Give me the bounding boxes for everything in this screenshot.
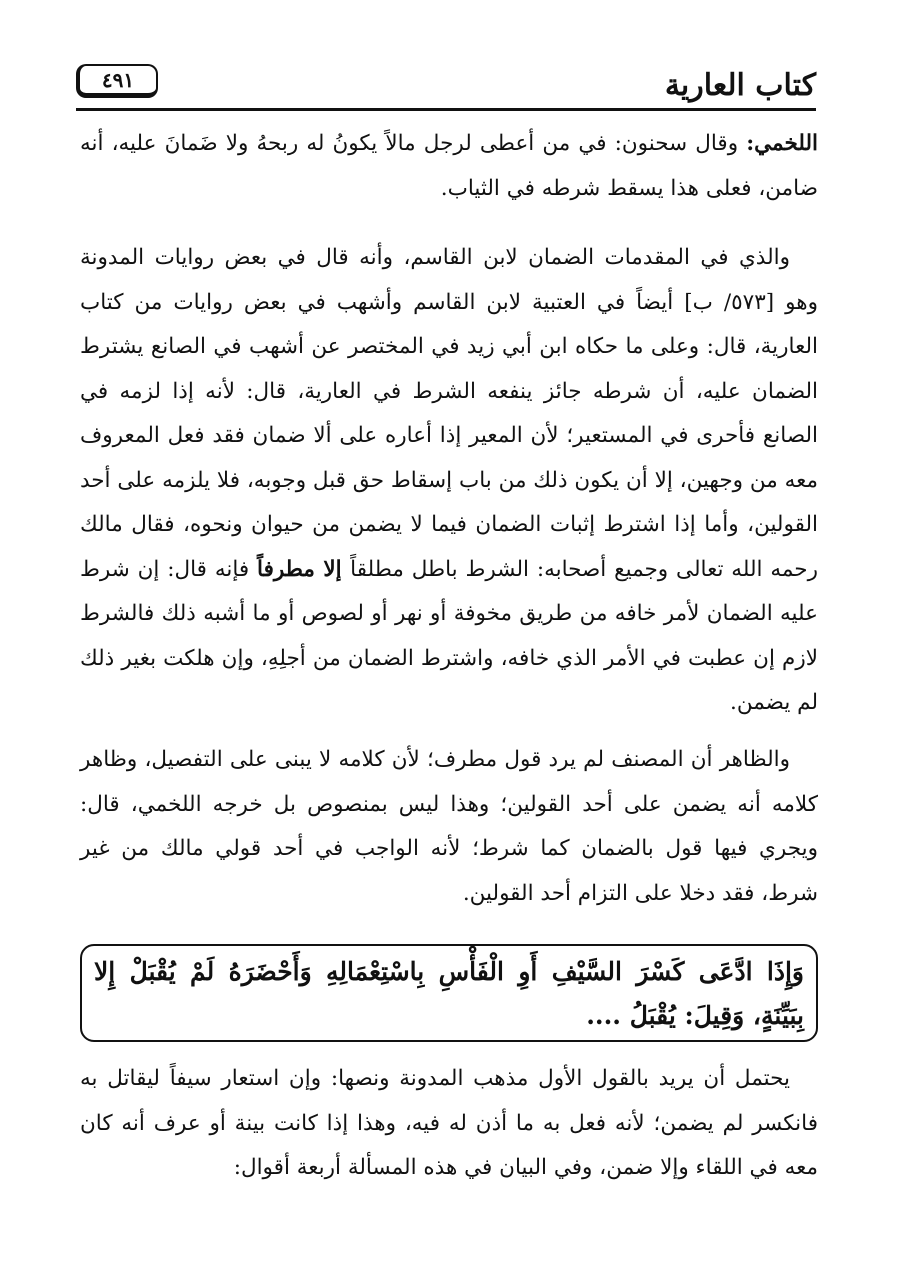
page-number: ٤٩١ bbox=[76, 64, 158, 98]
paragraph-2-bold: إلا مطرفاً bbox=[257, 556, 351, 582]
paragraph-2 bbox=[80, 236, 818, 726]
paragraph-1-text: وقال سحنون: في من أعطى لرجل مالاً يكونُ له ربحهُ ولا ضَمانَ عليه، أنه ضامن، فعلى هذا يسقط شرطه في الثياب. bbox=[80, 131, 818, 201]
paragraph-3 bbox=[80, 738, 818, 916]
matn-quote-box bbox=[80, 944, 818, 1042]
paragraph-4-text: يحتمل أن يريد بالقول الأول مذهب المدونة ونصها: وإن استعار سيفاً ليقاتل به فانكسر لم يضمن؛ لأنه فعل به ما أذن له فيه، وهذا إذا كانت بينة أو عرف أنه كان معه في اللقاء وإلا ضمن، وفي البيان في هذه المسألة أربعة أقوال: bbox=[80, 1066, 818, 1180]
paragraph-2-tail: فإنه قال: إن شرط عليه الضمان لأمر خافه من طريق مخوفة أو نهر أو لصوص أو ما أشبه ذلك فالشرط لازم إن عطبت في الأمر الذي خافه، واشترط الضمان من أجلِهِ، وإن هلكت بغير ذلك لم يضمن. bbox=[80, 556, 818, 715]
page-header bbox=[76, 62, 816, 112]
paragraph-1-lead: اللخمي: bbox=[746, 131, 818, 156]
paragraph-4 bbox=[80, 1057, 818, 1191]
matn-text: وَإِذَا ادَّعَى كَسْرَ السَّيْفِ أَوِ الْفَأْسِ بِاسْتِعْمَالِهِ وَأَحْضَرَهُ لَمْ يُقْبَلْ إِلا بِبَيِّنَةٍ، وَقِيلَ: يُقْبَلُ .... bbox=[94, 957, 804, 1030]
paragraph-1 bbox=[80, 122, 818, 211]
header-divider bbox=[76, 108, 816, 111]
paragraph-3-text: والظاهر أن المصنف لم يرد قول مطرف؛ لأن كلامه لا يبنى على التفصيل، وظاهر كلامه أنه يضمن على أحد القولين؛ وهذا ليس بمنصوص بل خرجه اللخمي، قال: ويجري فيها قول بالضمان كما شرط؛ لأنه الواجب في أحد قولي مالك من غير شرط، فقد دخلا على التزام أحد القولين. bbox=[80, 747, 818, 906]
chapter-title: كتاب العارية bbox=[664, 68, 816, 103]
paragraph-2-text: والذي في المقدمات الضمان لابن القاسم، وأنه قال في بعض روايات المدونة وهو [٥٧٣/ ب] أيضاً في العتبية لابن القاسم وأشهب في بعض روايات من كتاب العارية، قال: وعلى ما حكاه ابن أبي زيد في المختصر عن أشهب في الصانع يشترط الضمان عليه، أن شرطه جائز ينفعه الشرط في العارية، قال: لأنه إذا لزمه في الصانع فأحرى في المستعير؛ لأن المعير إذا أعاره على ألا ضمان فقد فعل المعروف معه من وجهين، إلا أن يكون ذلك من باب إسقاط حق قبل وجوبه، فلا يلزمه على أحد القولين، وأما إذا اشترط إثبات الضمان فيما لا يضمن من حيوان ونحوه، فقال مالك رحمه الله تعالى وجميع أصحابه: الشرط باطل مطلقاً bbox=[79, 245, 818, 582]
